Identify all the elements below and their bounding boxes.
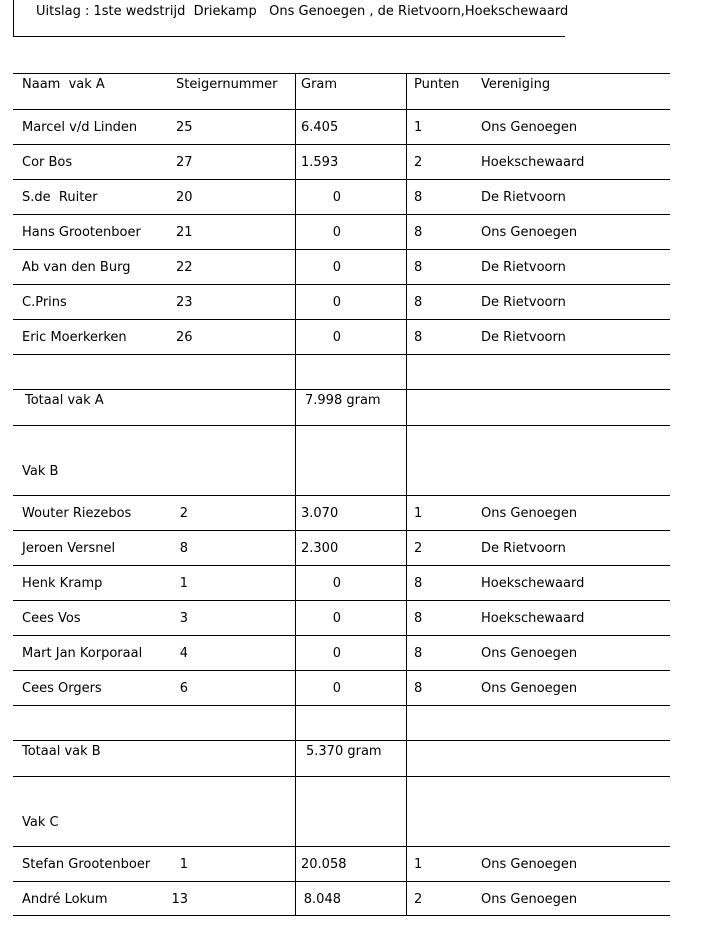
gram-value: 0	[332, 646, 341, 661]
column-divider	[406, 110, 407, 144]
column-divider	[406, 145, 407, 179]
column-divider	[406, 320, 407, 354]
column-divider	[406, 741, 407, 776]
player-name: Jeroen Versnel	[22, 541, 116, 556]
column-divider	[295, 74, 296, 109]
vereniging-name: Ons Genoegen	[481, 225, 578, 240]
table-row	[13, 670, 670, 705]
vereniging-name: De Rietvoorn	[481, 260, 566, 275]
vereniging-name: De Rietvoorn	[481, 295, 566, 310]
table-row	[13, 600, 670, 635]
column-divider	[406, 426, 407, 495]
column-divider	[295, 496, 296, 530]
steiger-number: 26	[176, 330, 193, 345]
steiger-number: 23	[176, 295, 193, 310]
punten-value: 8	[414, 260, 423, 275]
vereniging-name: Hoekschewaard	[481, 611, 585, 626]
punten-value: 8	[414, 295, 423, 310]
vereniging-name: Ons Genoegen	[481, 681, 578, 696]
table-row	[13, 881, 670, 916]
gram-value: 20.058	[301, 857, 347, 872]
header-vereniging: Vereniging	[481, 77, 551, 92]
punten-value: 8	[414, 681, 423, 696]
player-name: Hans Grootenboer	[22, 225, 141, 240]
punten-value: 8	[414, 576, 423, 591]
total-value: 5.370 gram	[306, 744, 382, 759]
gram-value: 0	[332, 295, 341, 310]
player-name: Marcel v/d Linden	[22, 120, 138, 135]
steiger-number: 6	[179, 681, 188, 696]
player-name: Stefan Grootenboer	[22, 857, 151, 872]
column-divider	[295, 741, 296, 776]
steiger-number: 4	[179, 646, 188, 661]
player-name: Mart Jan Korporaal	[22, 646, 143, 661]
table-row	[13, 109, 670, 144]
punten-value: 1	[414, 857, 423, 872]
table-row	[13, 319, 670, 354]
vereniging-name: De Rietvoorn	[481, 330, 566, 345]
player-name: Cees Orgers	[22, 681, 102, 696]
vereniging-name: Ons Genoegen	[481, 857, 578, 872]
section-heading: Vak B	[22, 464, 59, 479]
gram-value: 2.300	[301, 541, 339, 556]
column-divider	[406, 180, 407, 214]
column-divider	[295, 426, 296, 495]
steiger-number: 22	[176, 260, 193, 275]
column-divider	[406, 496, 407, 530]
punten-value: 2	[414, 892, 423, 907]
column-divider	[406, 777, 407, 846]
table-row	[13, 284, 670, 319]
column-divider	[406, 601, 407, 635]
steiger-number: 2	[179, 506, 188, 521]
header-steigernummer: Steigernummer	[176, 77, 278, 92]
gram-value: 0	[332, 190, 341, 205]
player-name: Cor Bos	[22, 155, 73, 170]
column-divider	[295, 777, 296, 846]
punten-value: 1	[414, 506, 423, 521]
section-heading: Vak C	[22, 815, 59, 830]
column-divider	[406, 74, 407, 109]
total-row-vak-b	[13, 740, 670, 776]
column-divider	[295, 531, 296, 565]
punten-value: 8	[414, 611, 423, 626]
column-divider	[406, 671, 407, 705]
punten-value: 8	[414, 225, 423, 240]
title-box	[13, 0, 569, 37]
column-divider	[406, 250, 407, 284]
table-row	[13, 249, 670, 284]
column-divider	[295, 145, 296, 179]
steiger-number: 8	[179, 541, 188, 556]
table-row	[13, 144, 670, 179]
player-name: Henk Kramp	[22, 576, 103, 591]
vereniging-name: Ons Genoegen	[481, 120, 578, 135]
steiger-number: 1	[179, 576, 188, 591]
empty-row	[13, 354, 670, 389]
page-title: Uitslag : 1ste wedstrijd Driekamp Ons Genoegen , de Rietvoorn,Hoekschewaard	[36, 4, 569, 19]
gram-value: 0	[332, 681, 341, 696]
punten-value: 1	[414, 120, 423, 135]
column-divider	[295, 355, 296, 389]
steiger-number: 1	[179, 857, 188, 872]
header-punten: Punten	[414, 77, 460, 92]
column-divider	[295, 706, 296, 740]
total-value: 7.998 gram	[305, 393, 381, 408]
gram-value: 0	[332, 225, 341, 240]
header-naam: Naam vak A	[22, 77, 105, 92]
empty-row	[13, 705, 670, 740]
column-divider	[406, 531, 407, 565]
table-row	[13, 565, 670, 600]
table-header	[13, 73, 670, 109]
column-divider	[406, 390, 407, 425]
vereniging-name: Ons Genoegen	[481, 892, 578, 907]
punten-value: 8	[414, 646, 423, 661]
table-row	[13, 179, 670, 214]
section-heading-vak-c	[13, 776, 670, 846]
steiger-number: 13	[171, 892, 188, 907]
column-divider	[406, 706, 407, 740]
vereniging-name: Ons Genoegen	[481, 646, 578, 661]
punten-value: 2	[414, 155, 423, 170]
steiger-number: 25	[176, 120, 193, 135]
table-row	[13, 214, 670, 249]
column-divider	[406, 847, 407, 881]
gram-value: 0	[332, 260, 341, 275]
section-heading-vak-b	[13, 425, 670, 495]
steiger-number: 21	[176, 225, 193, 240]
gram-value: 0	[332, 611, 341, 626]
column-divider	[406, 285, 407, 319]
steiger-number: 27	[176, 155, 193, 170]
punten-value: 8	[414, 190, 423, 205]
punten-value: 2	[414, 541, 423, 556]
vereniging-name: Hoekschewaard	[481, 155, 585, 170]
punten-value: 8	[414, 330, 423, 345]
gram-value: 3.070	[301, 506, 339, 521]
header-gram: Gram	[301, 77, 338, 92]
table-row	[13, 495, 670, 530]
vereniging-name: Hoekschewaard	[481, 576, 585, 591]
player-name: S.de Ruiter	[22, 190, 98, 205]
column-divider	[295, 110, 296, 144]
gram-value: 1.593	[301, 155, 339, 170]
player-name: Ab van den Burg	[22, 260, 131, 275]
player-name: André Lokum	[22, 892, 108, 907]
total-label: Totaal vak A	[25, 393, 104, 408]
column-divider	[406, 882, 407, 915]
column-divider	[406, 215, 407, 249]
gram-value: 0	[332, 330, 341, 345]
gram-value: 0	[332, 576, 341, 591]
player-name: C.Prins	[22, 295, 67, 310]
vereniging-name: De Rietvoorn	[481, 190, 566, 205]
column-divider	[406, 636, 407, 670]
table-row	[13, 846, 670, 881]
gram-value: 6.405	[301, 120, 339, 135]
total-label: Totaal vak B	[22, 744, 101, 759]
column-divider	[406, 355, 407, 389]
column-divider	[295, 390, 296, 425]
player-name: Cees Vos	[22, 611, 81, 626]
vereniging-name: Ons Genoegen	[481, 506, 578, 521]
gram-value: 8.048	[303, 892, 341, 907]
total-row-vak-a	[13, 389, 670, 425]
column-divider	[406, 566, 407, 600]
table-row	[13, 635, 670, 670]
results-table	[13, 73, 670, 916]
steiger-number: 20	[176, 190, 193, 205]
player-name: Wouter Riezebos	[22, 506, 132, 521]
player-name: Eric Moerkerken	[22, 330, 127, 345]
steiger-number: 3	[179, 611, 188, 626]
table-row	[13, 530, 670, 565]
vereniging-name: De Rietvoorn	[481, 541, 566, 556]
column-divider	[295, 847, 296, 881]
